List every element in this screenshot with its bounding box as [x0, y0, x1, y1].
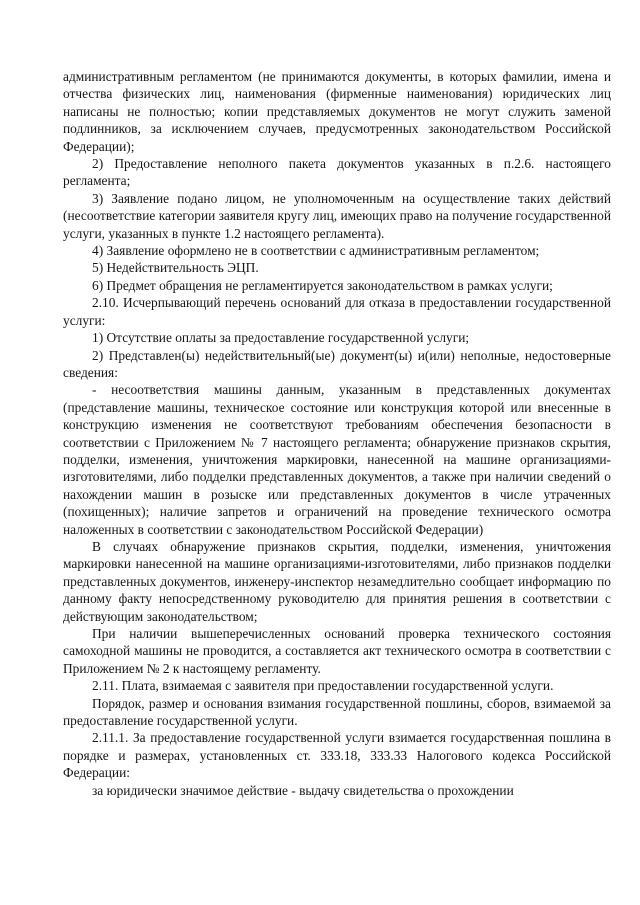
detection-paragraph: В случаях обнаружение признаков скрытия, подделки, изменения, уничтожения маркировки нанесенной на машине организациями-изготовителями, либо признаков подделки представленных документов, инженеру-инспектор незамедлительно сообщает информацию по данному факту непосредственному руководителю для принятия решения в соответствии с действующим законодательством; — [63, 538, 611, 624]
paragraph-item-6: 6) Предмет обращения не регламентируется законодательством в рамках услуги; — [92, 277, 553, 293]
inspection-act-paragraph: При наличии вышеперечисленных оснований проверка технического состояния самоходной машины не проводится, а составляется акт технического осмотра в соответствии с Приложением № 2 к настоящему регламенту. — [63, 626, 611, 676]
paragraph-item-4: 4) Заявление оформлено не в соответствии с административным регламентом; — [92, 243, 540, 259]
fee-procedure-paragraph: Порядок, размер и основания взимания государственной пошлины, сборов, взимаемой за предоставление государственной услуги. — [63, 695, 611, 729]
section-2-10-heading: 2.10. Исчерпывающий перечень оснований для отказа в предоставлении государственной услуги: — [63, 295, 611, 328]
paragraph-continuation: административным регламентом (не принимаются документы, в которых фамилии, имена и отчества физических лиц, наименования (фирменные наименования) юридических лиц написаны не полностью; копии представляемых документов не могут служить заменой подлинников, за исключением случаев, предусмотренных законодательством Российской Федерации); — [63, 69, 611, 154]
section-2-11-heading: 2.11. Плата, взимаемая с заявителя при предоставлении государственной услуги. — [92, 678, 554, 694]
paragraph-item-5: 5) Недействительность ЭЦП. — [92, 260, 259, 276]
paragraph-item-3: 3) Заявление подано лицом, не уполномоченным на осуществление таких действий (несоответствие категории заявителя кругу лиц, имеющих право на получение государственной услуги, указанных в пункте 1.2 настоящего регламента). — [63, 190, 611, 241]
section-2-11-1: 2.11.1. За предоставление государственной услуги взимается государственная пошлина в порядке и размерах, установленных ст. 333.18, 333.33 Налогового кодекса Российской Федерации: — [63, 730, 611, 781]
refusal-item-1: 1) Отсутствие оплаты за предоставление государственной услуги; — [92, 330, 470, 346]
legal-action-paragraph: за юридически значимое действие - выдачу свидетельства о прохождении — [92, 782, 514, 798]
refusal-item-2: 2) Представлен(ы) недействительный(ые) документ(ы) и(или) неполные, недостоверные сведения: — [63, 347, 611, 380]
refusal-detail: - несоответствия машины данным, указанным в представленных документах (представление машины, техническое состояние или конструкция которой или внесенные в конструкцию изменения не соответствуют требованиям обеспечения безопасности в соответствии с Приложением № 7 настоящего регламента; обнаружение признаков скрытия, подделки, изменения, уничтожения маркировки, нанесенной на машине организациями-изготовителями, либо подделки представленных документов, а также при наличии сведений о нахождении машин в розыске или представленных документов в числе утраченных (похищенных); наличие запретов и ограничений на проведение технического осмотра наложенных в соответствии с законодательством Российской Федерации) — [63, 382, 611, 537]
document-page — [63, 68, 611, 799]
paragraph-item-2: 2) Предоставление неполного пакета документов указанных в п.2.6. настоящего регламента; — [63, 156, 611, 189]
